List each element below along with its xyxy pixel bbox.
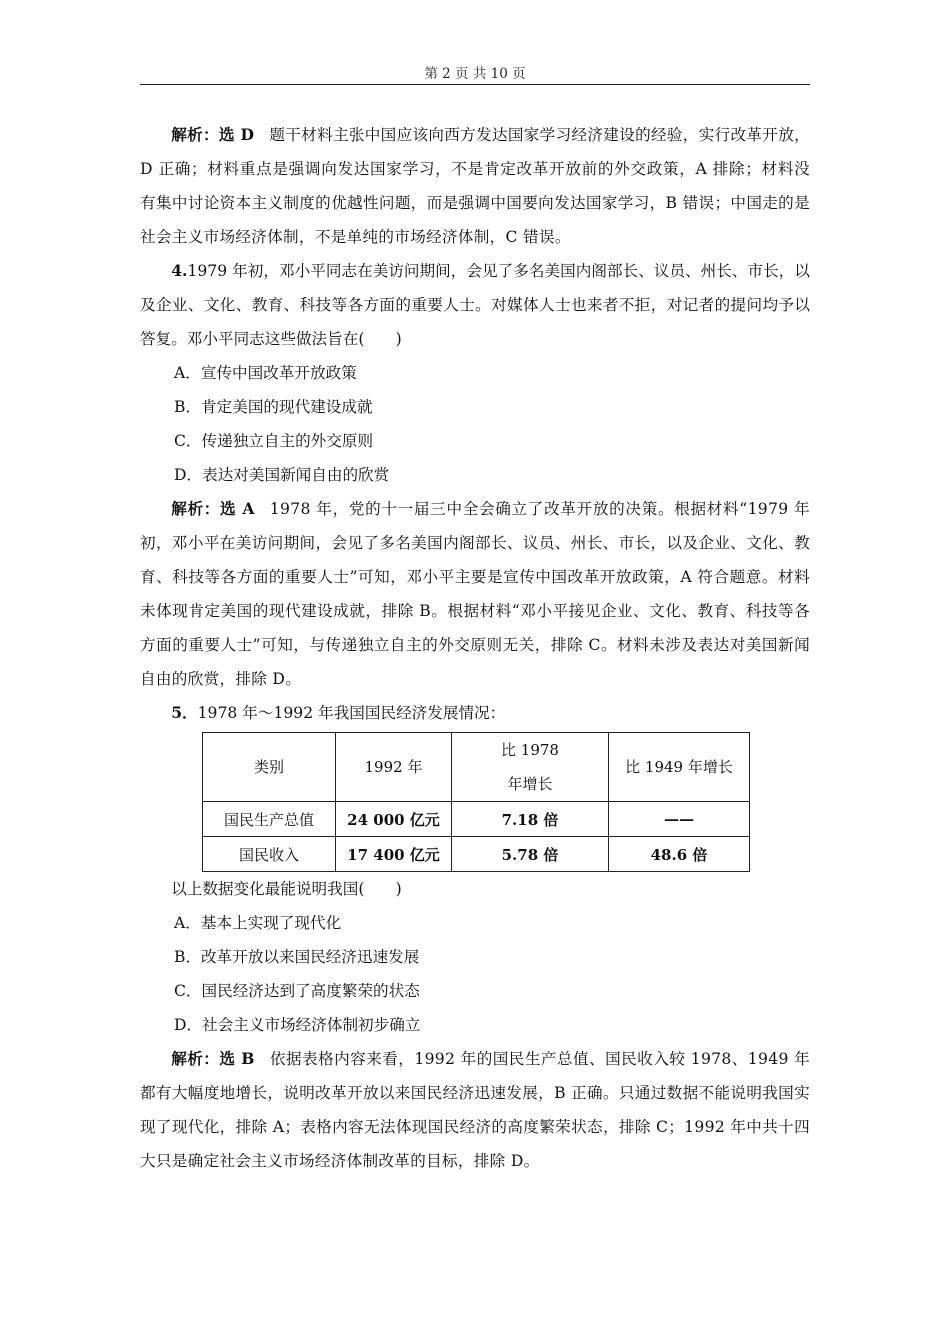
q4-option-c: C．传递独立自主的外交原则	[174, 432, 374, 450]
analysis-q5	[140, 1042, 810, 1178]
table-header-cell: 类别	[203, 733, 336, 802]
analysis-label: 解析：	[171, 1049, 220, 1068]
analysis-choice: 选 D	[218, 125, 255, 144]
q5-option-a: A．基本上实现了现代化	[174, 914, 342, 932]
table-cell: 5.78 倍	[452, 837, 609, 872]
analysis-label: 解析：	[171, 499, 220, 518]
table-cell: ——	[609, 802, 750, 837]
question-5-stem	[140, 696, 810, 730]
table-cell: 国民收入	[203, 837, 336, 872]
analysis-text: 依据表格内容来看，1992 年的国民生产总值、国民收入较 1978、1949 年都有大幅度地增长，说明改革开放以来国民经济迅速发展，B 正确。只通过数据不能说明我国实现了现代化，排除 A；表格内容无法体现国民经济的高度繁荣状态，排除 C；1992 年中共十四大只是确定社会主义市场经济体制改革的目标，排除 D。	[140, 1050, 810, 1170]
table-cell: 国民生产总值	[203, 802, 336, 837]
page-number-label: 第 2 页 共 10 页	[424, 66, 526, 82]
analysis-label: 解析：	[171, 125, 219, 144]
document-body	[140, 118, 810, 1178]
question-4-stem	[140, 254, 810, 356]
header-divider	[140, 84, 810, 85]
analysis-q3	[140, 118, 810, 254]
economy-table	[202, 732, 750, 872]
analysis-text: 1978 年，党的十一届三中全会确立了改革开放的决策。根据材料“1979 年初，邓小平在美访问期间，会见了多名美国内阁部长、议员、州长、市长，以及企业、文化、教育、科技等各方面的重要人士”可知，邓小平主要是宣传中国改革开放政策，A 符合题意。材料未体现肯定美国的现代建设成就，排除 B。根据材料“邓小平接见企业、文化、教育、科技等各方面的重要人士”可知，与传递独立自主的外交原则无关，排除 C。材料未涉及表达对美国新闻自由的欣赏，排除 D。	[140, 500, 810, 688]
table-row	[203, 802, 750, 837]
table-cell: 24 000 亿元	[336, 802, 452, 837]
q4-option-a: A．宣传中国改革开放政策	[174, 364, 357, 382]
table-header-cell: 1992 年	[336, 733, 452, 802]
q5-option-d: D．社会主义市场经济体制初步确立	[174, 1016, 421, 1034]
q5-option-c: C．国民经济达到了高度繁荣的状态	[174, 982, 420, 1000]
q4-option-d: D．表达对美国新闻自由的欣赏	[174, 466, 390, 484]
analysis-choice: 选 A	[220, 499, 255, 518]
question-number: 4.	[171, 261, 188, 280]
question-stem-text: 1979 年初，邓小平同志在美访问期间，会见了多名美国内阁部长、议员、州长、市长，以及企业、文化、教育、科技等各方面的重要人士。对媒体人士也来者不拒，对记者的提问均予以答复。邓小平同志这些做法旨在( )	[140, 262, 810, 348]
header-line-1: 比 1978	[501, 741, 559, 759]
table-cell: 48.6 倍	[609, 837, 750, 872]
analysis-q4	[140, 492, 810, 696]
table-cell: 17 400 亿元	[336, 837, 452, 872]
question-stem-text: 1978 年～1992 年我国国民经济发展情况：	[197, 704, 506, 722]
page-header	[140, 62, 810, 84]
table-header-cell: 比 1949 年增长	[609, 733, 750, 802]
q5-option-b: B．改革开放以来国民经济迅速发展	[174, 948, 420, 966]
question-5-prompt: 以上数据变化最能说明我国( )	[171, 880, 402, 898]
analysis-text: 题干材料主张中国应该向西方发达国家学习经济建设的经验，实行改革开放，D 正确；材料重点是强调向发达国家学习，不是肯定改革开放前的外交政策，A 排除；材料没有集中讨论资本主义制度的优越性问题，而是强调中国要向发达国家学习，B 错误；中国走的是社会主义市场经济体制，不是单纯的市场经济体制，C 错误。	[140, 126, 810, 246]
q4-option-b: B．肯定美国的现代建设成就	[174, 398, 373, 416]
table-header-row	[203, 733, 750, 802]
table-header-cell	[452, 733, 609, 802]
table-cell: 7.18 倍	[452, 802, 609, 837]
question-number: 5．	[171, 703, 198, 722]
analysis-choice: 选 B	[219, 1049, 255, 1068]
header-line-2: 年增长	[507, 775, 553, 793]
table-row	[203, 837, 750, 872]
